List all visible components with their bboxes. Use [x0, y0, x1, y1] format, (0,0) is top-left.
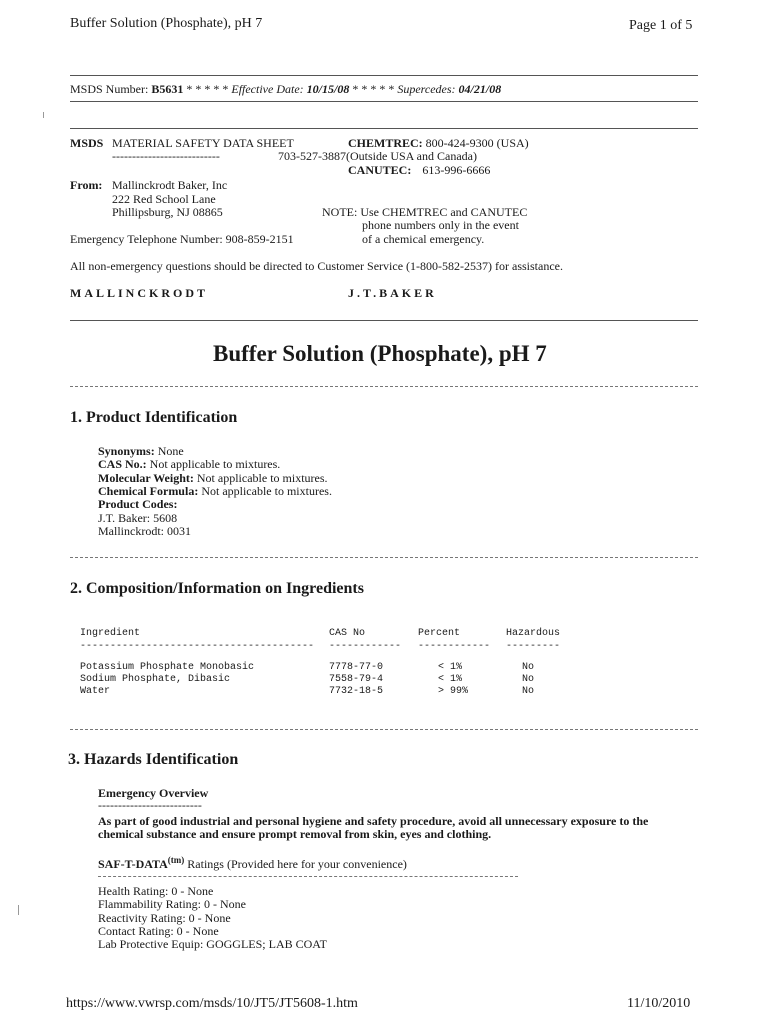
- reactivity-rating: Reactivity Rating: 0 - None: [98, 911, 231, 925]
- from-label: From:: [70, 178, 103, 192]
- product-codes-label: Product Codes:: [98, 497, 178, 511]
- msds-full: MATERIAL SAFETY DATA SHEET: [112, 136, 294, 150]
- section-1-heading: 1. Product Identification: [70, 409, 238, 426]
- product-code: Mallinckrodt: 0031: [98, 524, 191, 538]
- health-rating: Health Rating: 0 - None: [98, 884, 214, 898]
- brand-jtbaker: J.T.BAKER: [348, 286, 437, 300]
- footer-date: 11/10/2010: [627, 996, 691, 1011]
- product-code: J.T. Baker: 5608: [98, 511, 178, 525]
- section-2-heading: 2. Composition/Information on Ingredients: [70, 580, 364, 597]
- document-title: Buffer Solution (Phosphate), pH 7: [213, 341, 547, 366]
- scan-speck: [18, 905, 19, 915]
- emergency-overview-title: Emergency Overview: [98, 786, 209, 800]
- divider: [70, 557, 698, 558]
- col-header-percent: Percent: [418, 628, 461, 639]
- col-header-hazardous: Hazardous: [506, 628, 561, 639]
- divider: [70, 386, 698, 387]
- chemtrec-outside: 703-527-3887(Outside USA and Canada): [278, 149, 477, 163]
- page-number: Page 1 of 5: [629, 18, 693, 33]
- molecular-weight: Molecular Weight: Not applicable to mixtures.: [98, 471, 328, 485]
- table-row: Potassium Phosphate Monobasic: [80, 662, 255, 673]
- emergency-phone: Emergency Telephone Number: 908-859-2151: [70, 232, 294, 246]
- synonyms: Synonyms: None: [98, 444, 184, 458]
- cas-number: CAS No.: Not applicable to mixtures.: [98, 457, 281, 471]
- col-header-cas: CAS No: [329, 628, 366, 639]
- scan-speck: [43, 112, 44, 118]
- saf-t-data-heading: SAF-$T-DATA^{(tm)}$ Ratings (Provided here for your convenience): [98, 855, 407, 871]
- flammability-rating: Flammability Rating: 0 - None: [98, 897, 246, 911]
- brand-mallinckrodt: MALLINCKRODT: [70, 286, 209, 300]
- divider: [70, 320, 698, 321]
- col-header-ingredient: Ingredient: [80, 628, 141, 639]
- table-row: Sodium Phosphate, Dibasic: [80, 674, 231, 685]
- divider: [70, 729, 698, 730]
- msds-number: B5631: [151, 82, 184, 96]
- header-title: Buffer Solution (Phosphate), pH 7: [70, 16, 263, 31]
- divider: [98, 876, 518, 877]
- chemtrec: CHEMTREC: 800-424-9300 (USA): [348, 136, 529, 150]
- emergency-overview-text: As part of good industrial and personal hygiene and safety procedure, avoid all unnecessary exposure to the: [98, 814, 649, 828]
- msds-number-line: MSDS Number: B5631 * * * * * Effective Date: 10/15/08 * * * * * Supercedes: 04/21/08: [70, 82, 502, 96]
- lab-protective-equipment: Lab Protective Equip: GOGGLES; LAB COAT: [98, 937, 327, 951]
- chemical-formula: Chemical Formula: Not applicable to mixtures.: [98, 484, 332, 498]
- msds-abbr: MSDS: [70, 136, 104, 150]
- supersedes-date: 04/21/08: [458, 82, 502, 96]
- footer-url[interactable]: https://www.vwrsp.com/msds/10/JT5/JT5608-1.htm: [66, 996, 358, 1011]
- non-emergency-text: All non-emergency questions should be directed to Customer Service (1-800-582-2537) for assistance.: [70, 259, 563, 273]
- divider: [70, 75, 698, 76]
- divider: [70, 128, 698, 129]
- divider: [70, 101, 698, 102]
- table-row: Water: [80, 686, 111, 697]
- section-3-heading: 3. Hazards Identification: [68, 751, 239, 768]
- canutec: CANUTEC: 613-996-6666: [348, 163, 491, 177]
- contact-rating: Contact Rating: 0 - None: [98, 924, 219, 938]
- effective-date: 10/15/08: [306, 82, 350, 96]
